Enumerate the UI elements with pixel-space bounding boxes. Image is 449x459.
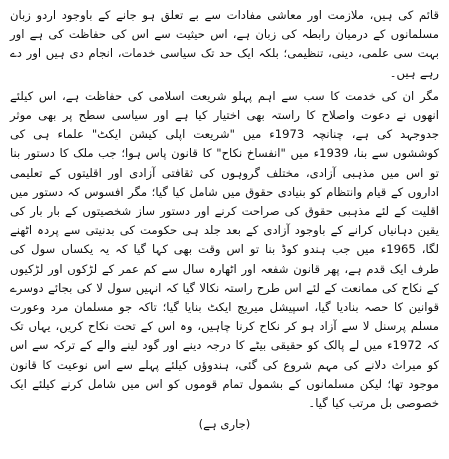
article-paragraph-2: مگر ان کی خدمت کا سب سے اہم پہلو شریعت اسلامی کی حفاظت ہے، اس کیلئے انھوں نے دعوت واصلاح کا راستہ بھی اختیار کیا ہے اور سیاسی سطح پر بھی موثر جدوجہد کی ہے، چنانچہ 1973ء میں "شریعت اپلی کیشن ایکٹ" علماء ہی کی کوششوں سے بنا، 1939ء میں "انفساخ نکاح" کا قانون پاس ہوا؛ جب ملک کا دستور بنا تو اس میں مذہبی آزادی، مختلف گروہوں کی ثقافتی آزادی اور اقلیتوں کے تعلیمی اداروں کے قیام وانتظام کو بنیادی حقوق میں شامل کیا گیا؛ مگر افسوس کہ دستور میں اقلیت کے لئے مذہبی حقوق کی صراحت کرنے اور دستور ساز شخصیتوں کے بار بار کی یقین دہانیاں کرانے کے باوجود آزادی کے بعد جلد ہی حکومت کی بدنیتی سے پردہ اٹھنے لگا، 1965ء میں جب ہندو کوڈ بنا تو اس وقت بھی کہا گیا کہ یہ یکساں سول کی طرف ایک قدم ہے، پھر قانون شفعہ اور اٹھارہ سال سے کم عمر کے لڑکوں اور لڑکیوں کے نکاح کی ممانعت کے لئے اس طرح راستہ نکالا گیا کہ انہیں سول لا کی بجائے دوسرے قوانین کا حصہ بنادیا گیا، اسپیشل میریج ایکٹ بنایا گیا؛ تاکہ جو مسلمان مرد وعورت مسلم پرسنل لا سے آزاد ہو کر نکاح کرنا چاہیں، وہ اس کے تحت نکاح کریں، یہاں تک کہ 1972ء میں لے پالک کو حقیقی بیٹے کا درجہ دینے اور گود لینے والے کے ترکہ سے اس کو میراث دلانے کی مہم شروع کی گئی، ہندوؤں کیلئے پہلے سے اس نوعیت کا قانون موجود تھا؛ لیکن مسلمانوں کے بشمول تمام قوموں کو اس میں شامل کرنے کیلئے ایک خصوصی بل مرتب کیا گیا۔ (10, 88, 440, 411)
article-paragraph-1: قائم کی ہیں، ملازمت اور معاشی مفادات سے بے تعلق ہو جانے کے باوجود اردو زبان مسلمانوں کے درمیان رابطہ کی زبان ہے، اس حیثیت سے اس کی حفاظت کی ہے اور بہت سی علمی، دینی، تنظیمی؛ بلکہ ایک حد تک سیاسی خدمات، انجام دی ہیں اور دے رہے ہیں۔ (10, 8, 439, 80)
continued-label: (جاری ہے) (198, 417, 251, 432)
